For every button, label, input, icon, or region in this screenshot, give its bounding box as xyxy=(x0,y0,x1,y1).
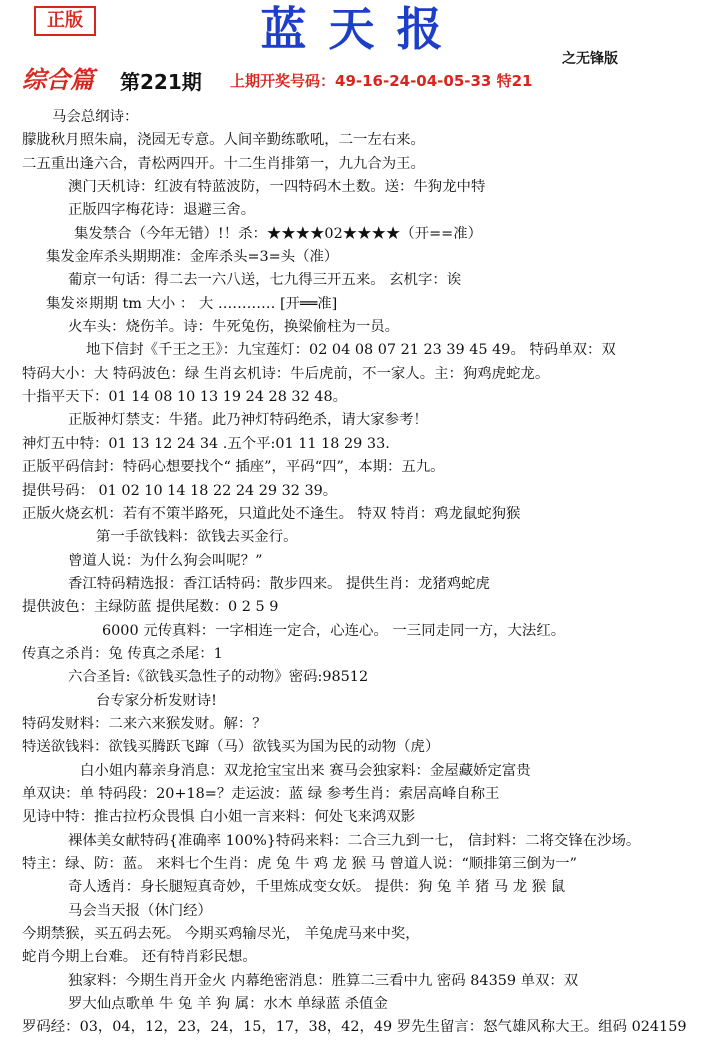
section-label: 综合篇 xyxy=(22,65,94,94)
text-line: 地下信封《千王之王》：九宝莲灯：02 04 08 07 21 23 39 45 49。 特码单双：双 xyxy=(86,342,616,359)
issue-number: 第221期 xyxy=(120,70,202,94)
edition-badge: 正版 xyxy=(34,6,96,36)
text-line: 集发※期期 tm 大小 ： 大 ………… [开══准] xyxy=(46,295,338,312)
text-line: 正版神灯禁支：牛猪。此乃神灯特码绝杀，请大家参考！ xyxy=(68,412,428,429)
text-line: 单双诀：单 特码段：20+18=？走运波：蓝 绿 参考生肖：索居高峰自称王 xyxy=(22,785,500,802)
text-line: 二五重出逢六合，青松两四开。十二生肖排第一，九九合为王。 xyxy=(22,155,425,172)
text-line: 正版平码信封：特码心想要找个“ 插座”，平码“四”，本期：五九。 xyxy=(22,459,445,476)
text-line: 特送欲钱料：欲钱买腾跃飞蹿（马）欲钱买为国为民的动物（虎） xyxy=(22,739,440,756)
text-line: 正版火烧玄机：若有不策半路死，只道此处不逢生。 特双 特肖：鸡龙鼠蛇狗猴 xyxy=(22,505,521,522)
text-line: 奇人透肖：身长腿短真奇妙，千里炼成变女妖。 提供：狗 兔 羊 猪 马 龙 猴 鼠 xyxy=(68,879,566,896)
text-line: 见诗中特：推古拉朽众畏惧 白小姐一言来料：何处飞来鸿双影 xyxy=(22,809,416,826)
text-line: 今期禁猴，买五码去死。 今期买鸡输尽光， 羊兔虎马来中奖， xyxy=(22,926,420,943)
text-line: 澳门天机诗：红波有特蓝波防，一四特码木土数。送：牛狗龙中特 xyxy=(68,179,486,196)
text-line: 神灯五中特：01 13 12 24 34 .五个平:01 11 18 29 33. xyxy=(22,435,390,452)
text-line: 白小姐内幕亲身消息：双龙抢宝宝出来 赛马会独家料：金屋藏娇定富贵 xyxy=(80,762,531,779)
text-line: 马会总纲诗： xyxy=(52,109,139,125)
text-line: 裸体美女献特码{准确率 100%}特码来料：二合三九到一七， 信封料：二将交锋在沙场。 xyxy=(68,832,641,849)
text-line: 蛇肖今期上台难。 还有特肖彩民想。 xyxy=(22,949,257,966)
text-line: 传真之杀肖：兔 传真之杀尾：1 xyxy=(22,645,223,662)
text-line: 香江特码精选报：香江话特码：散步四来。 提供生肖：龙猪鸡蛇虎 xyxy=(68,575,490,592)
text-line: 特主：绿、防：蓝。 来料七个生肖：虎 兔 牛 鸡 龙 猴 马 曾道人说：“顺排第三倒为一” xyxy=(22,856,577,872)
text-line: 火车头：烧伤羊。诗：牛死兔伤，换梁偷柱为一员。 xyxy=(68,319,399,336)
edition-label: 之无锋版 xyxy=(562,51,618,67)
text-line: 第一手欲钱料：欲钱去买金行。 xyxy=(96,529,298,546)
newspaper-title: 蓝天报 xyxy=(260,2,465,56)
text-line: 独家料：今期生肖开金火 内幕绝密消息：胜算二三看中九 密码 84359 单双：双 xyxy=(68,972,579,989)
text-line: 正版四字梅花诗：退避三舍。 xyxy=(68,202,256,219)
text-line: 曾道人说：为什么狗会叫呢？” xyxy=(68,552,263,569)
previous-numbers: 上期开奖号码：49-16-24-04-05-33 特21 xyxy=(230,72,533,90)
text-line: 集发金库杀头期期准：金库杀头=3=头（准） xyxy=(46,249,339,266)
text-line: 特码发财料：二来六来猴发财。解：？ xyxy=(22,715,267,732)
text-line: 罗大仙点歌单 牛 兔 羊 狗 属：水木 单绿蓝 杀值金 xyxy=(68,996,388,1013)
text-line: 特码大小：大 特码波色：绿 生肖玄机诗：牛后虎前，不一家人。主：狗鸡虎蛇龙。 xyxy=(22,365,550,382)
text-line: 提供波色：主绿防蓝 提供尾数：0 2 5 9 xyxy=(22,599,279,616)
article-body xyxy=(22,106,712,1040)
text-line: 提供号码： 01 02 10 14 18 22 24 29 32 39。 xyxy=(22,482,338,499)
text-line: 十指平天下：01 14 08 10 13 19 24 28 32 48。 xyxy=(22,389,348,406)
text-line: 罗码经：03，04，12，23，24，15，17，38，42，49 罗先生留言：怒气雄风称大王。组码 024159 xyxy=(22,1019,687,1036)
text-line: 集发禁合（今年无错）!！杀：★★★★02★★★★（开==准） xyxy=(74,225,482,242)
text-line: 六合圣旨:《欲钱买急性子的动物》密码:98512 xyxy=(68,669,369,686)
text-line: 葡京一句话：得二去一六八送，七九得三开五来。 玄机字：诶 xyxy=(68,272,462,289)
text-line: 马会当天报（休门经） xyxy=(68,902,212,919)
text-line: 6000 元传真料：一字相连一定合，心连心。 一三同走同一方，大法红。 xyxy=(102,622,566,639)
text-line: 朦胧秋月照朱扁，浇园无专意。人间辛勤练歌吼，二一左右来。 xyxy=(22,132,425,149)
text-line: 台专家分析发财诗! xyxy=(96,692,217,709)
